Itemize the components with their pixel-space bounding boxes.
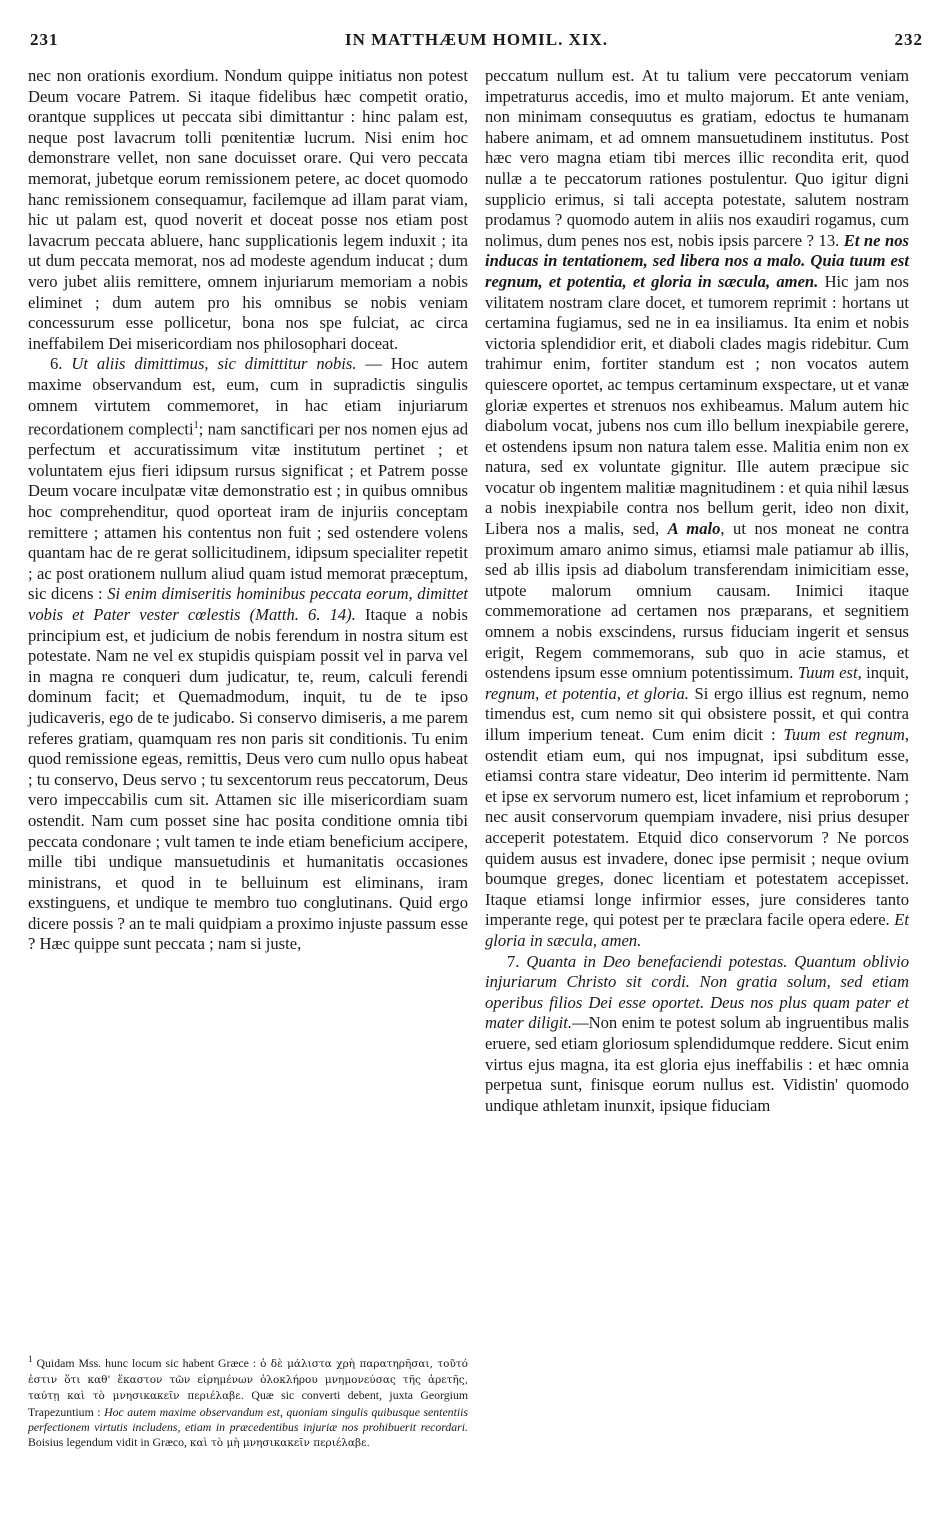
scripture-reference: (Matth. 6. 14).	[249, 604, 356, 624]
scripture-quote: Si enim dimiseritis hominibus peccata eorum, dimittet vobis et Pater vester cœlestis	[28, 584, 468, 624]
lemma: Quanta in Deo benefaciendi potestas. Quantum oblivio injuriarum Christo sit cordi. Non gratia solum, sed etiam operibus filios Dei esse oportet. Deus nos plus quam pater et mater diligit.	[485, 951, 909, 1033]
body-text: Hic jam nos vilitatem nostram clare docet, et tumorem reprimit : hortans ut certamina fugiamus, sed ne in ea insiliamus. Ita enim et nobis victoria splendidior erit, et diaboli clades magis ridebitur. Cum trahimur enim, fortiter standum est ; non vocatos autem quiescere oportet, ac tempus certaminum exspectare, ut et vanæ gloriæ expertes et strenuos nos exhibeamus. Malum autem hic diabolum vocat, jubens nos cum illo bellum inexpiabile gerere, et ostendens ipsum non natura talem esse. Malitia enim non ex natura, sed ex voluntate gignitur. Ille autem præcipue sic vocatur ob ingentem malitiæ magnitudinem : et quia nihil læsus a nobis inexpiabile contra nos bellum gerit, ideo non dixit, Libera nos a malis, sed,	[485, 271, 909, 539]
running-header	[30, 30, 923, 54]
footnote-marker: 1	[28, 1354, 33, 1364]
page-number-left: 231	[30, 30, 59, 49]
section-number: 13.	[818, 230, 840, 250]
body-text: , ut nos moneat ne contra proximum amaro animo simus, etiamsi male patiamur ab illis, sed ab illis ipsis ad diabolum transferendam inimicitiam esse, utpote malorum omnium causam. Inimici itaque commemoratione ad certamen nos præparans, et segnitiem omnem a nobis exscindens, rursus fiduciam ingerit et sensus erigit, Regem commemorans, sub quo in acie stamus, et ostendens ipsum esse omnium potentissimum.	[485, 519, 909, 683]
right-column	[485, 66, 909, 1116]
footnote-text: Boisius legendum vidit in Græco,	[28, 1434, 187, 1449]
emphasis: A malo	[667, 519, 721, 539]
body-text: — Hoc autem maxime observandum est, eum, cum in supradictis singulis omnem virtutem commemoret, in hac etiam injuriarum recordationem complecti	[28, 354, 468, 439]
body-text: peccatum nullum est. At tu talium vere peccatorum veniam impetraturus accedis, imo et multo majorum. Et ante veniam, non minimam consequutus es gratiam, edoctus te humanam habere animam, et ad omnem mansuetudinem institutus. Post hæc vero magna etiam tibi merces illic recondita erit, quod nullæ a te peccatorum rationes postulentur. Quo igitur digni supplicio erimus, si tali accepta potestate, salutem nostram prodamus ? quomodo autem in aliis nos exaudiri rogamus, cum nolimus, dum penes nos est, nobis ipsis parcere ?	[485, 66, 909, 250]
footnote-text: Quidam Mss. hunc locum sic habent Græce :	[36, 1355, 257, 1370]
footnote-text: Quæ sic converti debent, juxta Georgium Trapezuntium :	[28, 1388, 469, 1419]
paragraph	[28, 66, 468, 354]
running-title: IN MATTHÆUM HOMIL. XIX.	[344, 30, 609, 49]
lemma: Et ne nos inducas in tentationem, sed libera nos a malo. Quia tuum est regnum, et potentia, et gloria in sæcula, amen.	[485, 230, 909, 291]
section-number: 7.	[507, 951, 520, 971]
body-text: , inquit,	[857, 663, 909, 683]
paragraph	[485, 952, 909, 1117]
emphasis: regnum, et potentia, et gloria.	[485, 683, 689, 703]
paragraph	[28, 354, 468, 955]
footnote-marker: 1	[193, 420, 199, 432]
page-number-right: 232	[894, 30, 923, 49]
emphasis: Tuum est	[797, 663, 858, 683]
body-text: Si ergo illius est regnum, nemo timendus est, cum nemo sit qui obsistere possit, et qui contra illum imperium teneat. Cum enim dicit :	[485, 683, 909, 744]
body-text: , ostendit etiam eum, qui nos impugnat, ipsi subditum esse, etiamsi contra stare videatur, Deo interim id permittente. Nam et ipse ex servorum numero est, licet infamium et reproborum ; nec ausit conservorum quempiam invadere, nisi prius desuper acceperit potestatem. Etquid dico conservorum ? Ne porcos quidem ausus est invadere, donec ipse permisit ; neque ovium boumque greges, donec licentiam et potestatem accepisset. Itaque etiamsi longe infirmior esses, jure consideres tanto imperante rege, qui potest per te præclara facile opera edere.	[485, 725, 909, 930]
emphasis: Et gloria in sæcula, amen.	[485, 910, 909, 950]
footnotes	[28, 1352, 468, 1451]
footnote	[28, 1352, 468, 1451]
body-text: Itaque a nobis principium est, et judicium de nobis ferendum in nostra situm est potestate. Nam ne vel ex stupidis quispiam possit vel in parva vel in magna re conqueri dum judicatur, te, reum, calculi ferendi dominum facit; et Quemadmodum, inquit, tu de te ipso judicaveris, ego de te judicabo. Si conservo dimiseris, a me parem referes gratiam, quamquam res non paris sit conditionis. Tu enim quod remissione egeas, remittis, Deus vero cum nullo opus habeat ; tu conservo, Deus servo ; tu sexcentorum reus peccatorum, Deus vero impeccabilis cum sit. Attamen sic ille misericordiam suam ostendit. Nam cum posset sine hac posita conditione omnia tibi peccata condonare ; vult tamen te inde etiam beneficium accipere, mille tibi undique mansuetudinis et humanitatis occasiones ministrans, et quod in te belluinum est eliminans, iram exstinguens, et undique te membro tuo conglutinans. Quid ergo dicere possis ? an te mali quidpiam a proximo injuste passum esse ? Hæc quippe sunt peccata ; nam si juste,	[28, 604, 468, 954]
paragraph	[485, 66, 909, 952]
body-text: —Non enim te potest solum ab ingruentibus malis eruere, sed etiam gloriosum splendidumque reddere. Sicut enim virtus ejus magna, ita est gloria ejus ineffabilis : et hæc omnia perpetua sunt, finisque eorum nullus est. Vidistin' quomodo undique athletam inunxit, ipsique fiduciam	[485, 1013, 909, 1115]
left-column	[28, 66, 468, 955]
emphasis: Tuum est regnum	[783, 725, 905, 744]
body-text: nec non orationis exordium. Nondum quippe initiatus non potest Deum vocare Patrem. Si itaque fidelibus hæc competit oratio, orantque supplices ut peccata sibi dimittantur : hinc palam est, neque post lavacrum tolli pœnitentiæ lucrum. Nisi enim hoc demonstrare vellet, non sane docuisset orare. Qui vero peccata memorat, jubetque eorum remissionem petere, ac docet quomodo hanc remissionem consequamur, facilemque ad illam parat viam, hic ut palam est, quod noverit et doceat posse nos etiam post lavacrum peccata abluere, hanc supplicationis legem induxit ; ita ut dum peccata memorat, nos ad modeste agendum inducat ; dum vero jubet aliis remittere, omnem injuriarum memoriam a nobis eliminet ; dum autem pro his omnibus se nobis veniam concessurum esse pollicetur, bona nos spe fulciat, ac circa ineffabilem Dei misericordiam nos philosophari doceat.	[28, 66, 468, 353]
lemma: Ut aliis dimittimus, sic dimittitur nobis.	[71, 354, 357, 374]
footnote-translation: Hoc autem maxime observandum est, quoniam singulis quibusque sententiis perfectionem virtutis includens, etiam in præcedentibus injuriæ nos prohibuerit recordari.	[28, 1404, 468, 1434]
section-number: 6.	[50, 354, 63, 374]
body-text: ; nam sanctificari per nos nomen ejus ad perfectum et accuratissimum vitæ institutum pertinet ; et voluntatem ejus fieri idipsum rursus significat ; et Patrem posse Deum vocare inculpatæ vitæ demonstratio est ; in quibus omnibus hoc comprehenditur, quod oporteat iram de injuriis conceptam remittere ; attamen his contentus non fuit ; sed ostendere volens quantam hac de re gerat sollicitudinem, idipsum specialiter repetit ; ac post orationem nullum aliud quam istud memorat præceptum, sic dicens :	[28, 419, 468, 604]
greek-text: ὁ δὲ μάλιστα χρὴ παρατηρῆσαι, τοῦτό ἐστιν ὅτι καθ' ἕκαστον τῶν εἰρημένων ὁλοκλήρου μνημονεύσας τῆς ἀρετῆς, ταύτῃ καὶ τὸ μνησικακεῖν περιέλαβε.	[28, 1357, 468, 1403]
greek-text: καὶ τὸ μὴ μνησικακεῖν περιέλαβε.	[189, 1436, 370, 1449]
